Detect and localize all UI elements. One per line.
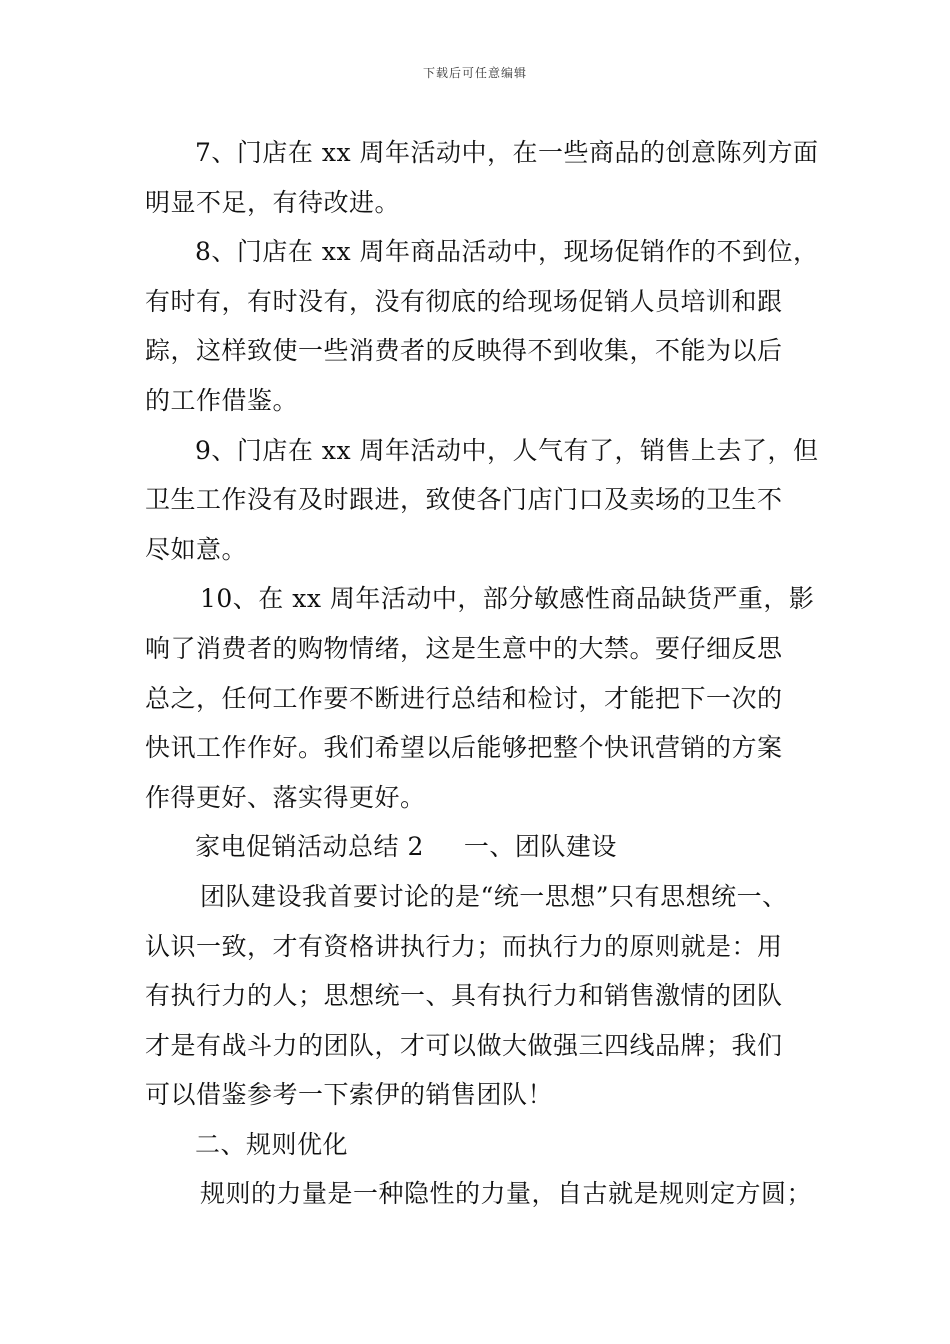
page-header: 下载后可任意编辑 — [422, 66, 527, 80]
document-body — [145, 128, 835, 1219]
paragraph-line: 总之，任何工作要不断进行总结和检讨，才能把下一次的 — [145, 683, 783, 713]
paragraph-line: 明显不足，有待改进。 — [145, 187, 401, 217]
section-heading: 一、团队建设 — [463, 832, 617, 862]
paragraph-line: 才是有战斗力的团队，才可以做大做强三四线品牌；我们 — [145, 1030, 783, 1060]
section-heading: 二、规则优化 — [195, 1129, 349, 1159]
paragraph-line: 8、门店在 xx 周年商品活动中，现场促销作的不到位， — [195, 237, 819, 267]
section-title-line — [145, 822, 835, 872]
paragraph-line: 9、门店在 xx 周年活动中，人气有了，销售上去了，但 — [195, 435, 819, 465]
paragraph-line: 尽如意。 — [145, 534, 248, 564]
paragraph-line: 有时有，有时没有，没有彻底的给现场促销人员培训和跟 — [145, 286, 783, 316]
paragraph-line: 认识一致，才有资格讲执行力；而执行力的原则就是：用 — [145, 931, 783, 961]
paragraph-line: 有执行力的人；思想统一、具有执行力和销售激情的团队 — [145, 981, 783, 1011]
article-title: 家电促销活动总结 2 — [195, 832, 424, 862]
paragraph-line: 响了消费者的购物情绪，这是生意中的大禁。要仔细反思 — [145, 633, 783, 663]
paragraph-line: 团队建设我首要讨论的是“统一思想”只有思想统一、 — [200, 881, 788, 911]
paragraph-line: 踪，这样致使一些消费者的反映得不到收集，不能为以后 — [145, 336, 783, 366]
paragraph-line: 作得更好、落实得更好。 — [145, 782, 426, 812]
paragraph-line: 10、在 xx 周年活动中，部分敏感性商品缺货严重，影 — [200, 584, 815, 614]
paragraph-line: 7、门店在 xx 周年活动中，在一些商品的创意陈列方面 — [195, 138, 819, 167]
paragraph-line: 可以借鉴参考一下索伊的销售团队！ — [145, 1080, 554, 1110]
paragraph-line: 卫生工作没有及时跟进，致使各门店门口及卖场的卫生不 — [145, 485, 783, 515]
paragraph-line: 规则的力量是一种隐性的力量，自古就是规则定方圆； — [200, 1179, 813, 1209]
paragraph-line: 快讯工作作好。我们希望以后能够把整个快讯营销的方案 — [145, 733, 783, 763]
paragraph-line: 的工作借鉴。 — [145, 385, 299, 415]
